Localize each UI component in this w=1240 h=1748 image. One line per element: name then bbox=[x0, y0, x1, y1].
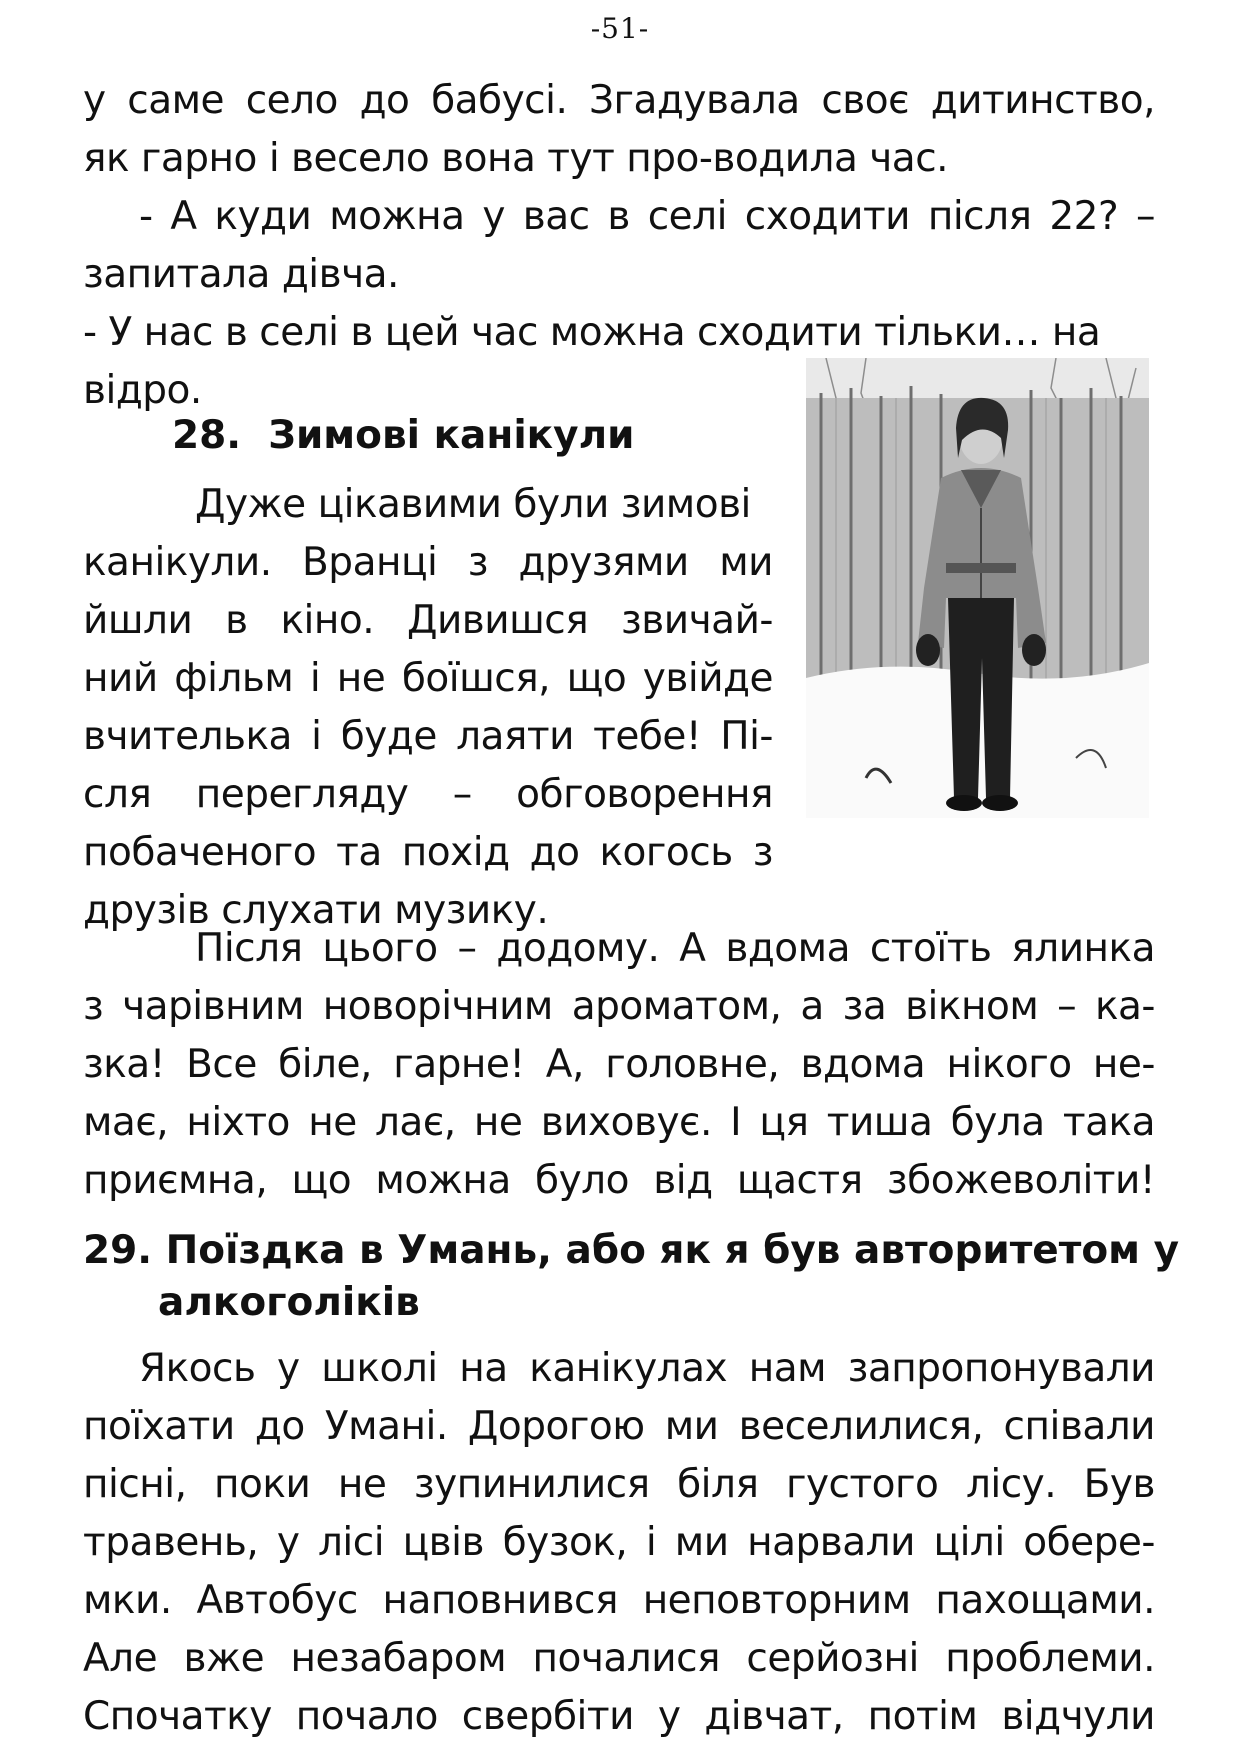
text-line: Після цього – додому. А вдома стоїть ялинка bbox=[195, 926, 1155, 971]
text-line: відро. bbox=[83, 368, 202, 413]
text-line: Якось у школі на канікулах нам запропонували bbox=[139, 1346, 1155, 1391]
text-line: Спочатку почало свербіти у дівчат, потім відчули bbox=[83, 1694, 1155, 1739]
text-line: йшли в кіно. Дивишся звичай- bbox=[83, 598, 773, 643]
section-28-column-text bbox=[83, 476, 773, 940]
text-line: пісні, поки не зупинилися біля густого лісу. Був bbox=[83, 1462, 1155, 1507]
section-number: 28. bbox=[172, 413, 242, 458]
text-line: побаченого та похід до когось з bbox=[83, 830, 773, 875]
text-line: канікули. Вранці з друзями ми bbox=[83, 540, 773, 585]
text-line: у саме село до бабусі. Згадувала своє дитинство, bbox=[83, 78, 1155, 123]
text-line: вчителька і буде лаяти тебе! Пі- bbox=[83, 714, 773, 759]
text-line: з чарівним новорічним ароматом, а за вікном – ка- bbox=[83, 984, 1155, 1029]
section-29-heading bbox=[83, 1225, 1179, 1277]
text-line: мки. Автобус наповнився неповторним пахощами. bbox=[83, 1578, 1155, 1623]
text-line: запитала дівча. bbox=[83, 252, 399, 297]
text-line: поїхати до Умані. Дорогою ми веселилися, співали bbox=[83, 1404, 1155, 1449]
photo-young-man-winter bbox=[806, 358, 1149, 818]
photo-illustration bbox=[806, 358, 1149, 818]
text-line: - А куди можна у вас в селі сходити після 22? – bbox=[139, 194, 1155, 239]
text-line: Але вже незабаром почалися серйозні проблеми. bbox=[83, 1636, 1155, 1681]
text-line: травень, у лісі цвів бузок, і ми нарвали цілі обере- bbox=[83, 1520, 1155, 1565]
text-line: приємна, що можна було від щастя збожеволіти! bbox=[83, 1158, 1155, 1203]
section-29-text bbox=[83, 1340, 1155, 1746]
text-line: зка! Все біле, гарне! А, головне, вдома нікого не- bbox=[83, 1042, 1155, 1087]
section-28-full-text bbox=[83, 920, 1155, 1210]
section-29-heading-line2: алкоголіків bbox=[158, 1280, 420, 1325]
text-line: має, ніхто не лає, не виховує. І ця тиша була така bbox=[83, 1100, 1155, 1145]
section-28-heading bbox=[172, 410, 634, 462]
section-number: 29. bbox=[83, 1228, 153, 1273]
text-line: як гарно і весело вона тут про-водила час. bbox=[83, 136, 949, 181]
text-line: Дуже цікавими були зимові bbox=[195, 482, 751, 527]
text-line: сля перегляду – обговорення bbox=[83, 772, 773, 817]
page-number: -51- bbox=[590, 12, 650, 45]
section-title: Зимові канікули bbox=[268, 413, 635, 458]
text-line: друзів слухати музику. bbox=[83, 888, 549, 933]
text-line: - У нас в селі в цей час можна сходити тільки… на bbox=[83, 310, 1101, 355]
section-title-line1: Поїздка в Умань, або як я був авторитетом у bbox=[165, 1228, 1180, 1273]
text-line: ний фільм і не боїшся, що увійде bbox=[83, 656, 773, 701]
